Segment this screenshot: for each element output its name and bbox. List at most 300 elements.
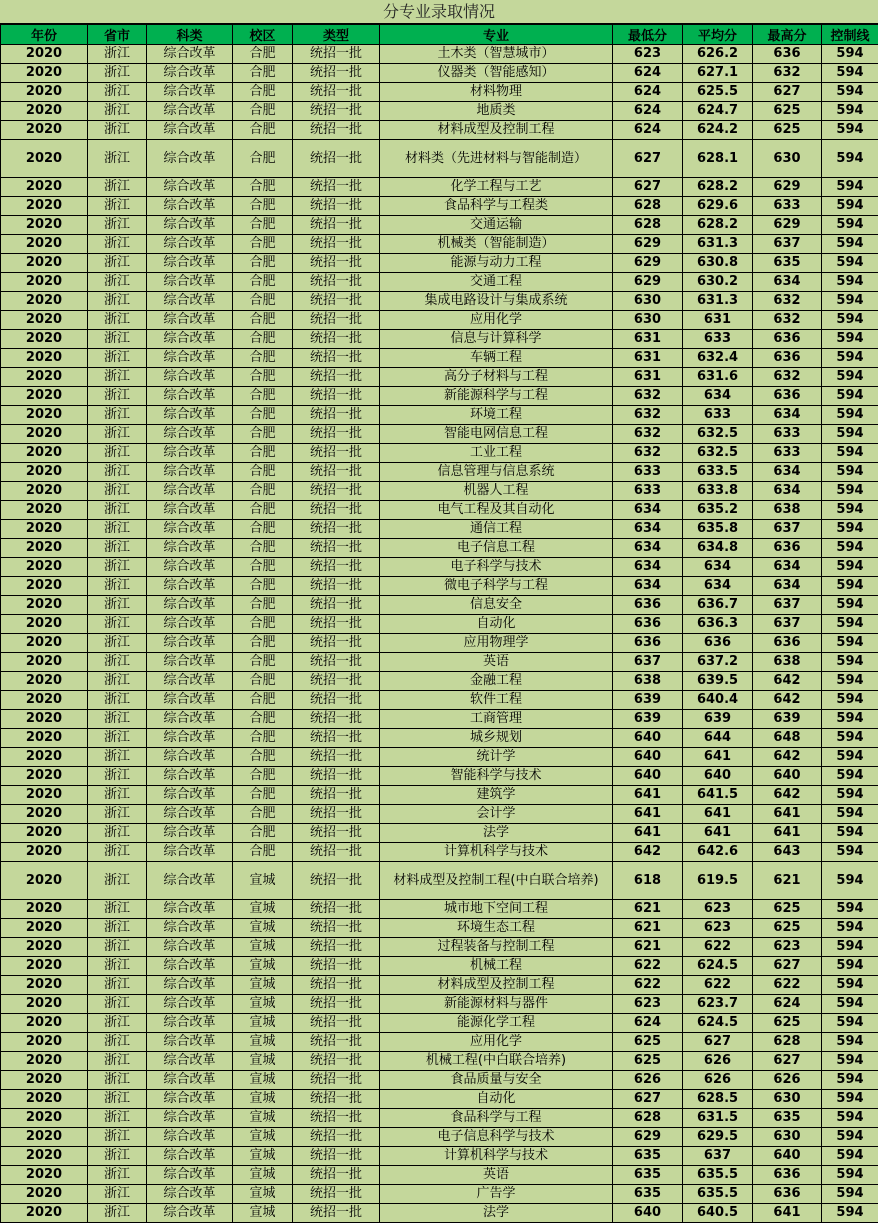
cell-control-line: 594 [822, 501, 878, 520]
cell-min-score: 627 [613, 140, 683, 178]
cell-type: 统招一批 [293, 748, 380, 767]
cell-major: 环境工程 [380, 406, 613, 425]
cell-major: 智能科学与技术 [380, 767, 613, 786]
cell-campus: 宣城 [233, 1109, 293, 1128]
cell-min-score: 622 [613, 976, 683, 995]
cell-control-line: 594 [822, 805, 878, 824]
cell-campus: 合肥 [233, 577, 293, 596]
cell-type: 统招一批 [293, 1071, 380, 1090]
cell-year: 2020 [1, 748, 88, 767]
cell-avg-score: 630.2 [683, 273, 753, 292]
cell-category: 综合改革 [147, 83, 233, 102]
cell-max-score: 629 [753, 216, 822, 235]
cell-control-line: 594 [822, 178, 878, 197]
cell-province: 浙江 [88, 368, 147, 387]
cell-category: 综合改革 [147, 1147, 233, 1166]
cell-category: 综合改革 [147, 406, 233, 425]
cell-year: 2020 [1, 900, 88, 919]
cell-province: 浙江 [88, 311, 147, 330]
cell-max-score: 638 [753, 653, 822, 672]
cell-category: 综合改革 [147, 729, 233, 748]
cell-campus: 合肥 [233, 710, 293, 729]
cell-avg-score: 635.8 [683, 520, 753, 539]
cell-category: 综合改革 [147, 1014, 233, 1033]
column-header-year: 年份 [1, 25, 88, 45]
cell-campus: 合肥 [233, 843, 293, 862]
cell-major: 信息与计算科学 [380, 330, 613, 349]
cell-category: 综合改革 [147, 862, 233, 900]
cell-avg-score: 623 [683, 900, 753, 919]
cell-control-line: 594 [822, 121, 878, 140]
cell-province: 浙江 [88, 520, 147, 539]
cell-avg-score: 641 [683, 805, 753, 824]
cell-province: 浙江 [88, 653, 147, 672]
cell-campus: 宣城 [233, 1014, 293, 1033]
cell-province: 浙江 [88, 957, 147, 976]
cell-province: 浙江 [88, 1166, 147, 1185]
cell-year: 2020 [1, 121, 88, 140]
cell-control-line: 594 [822, 235, 878, 254]
cell-avg-score: 626 [683, 1071, 753, 1090]
cell-type: 统招一批 [293, 1166, 380, 1185]
cell-year: 2020 [1, 558, 88, 577]
cell-type: 统招一批 [293, 710, 380, 729]
cell-year: 2020 [1, 824, 88, 843]
cell-major: 高分子材料与工程 [380, 368, 613, 387]
cell-avg-score: 630.8 [683, 254, 753, 273]
cell-control-line: 594 [822, 254, 878, 273]
table-row [1, 691, 878, 710]
cell-category: 综合改革 [147, 273, 233, 292]
cell-type: 统招一批 [293, 577, 380, 596]
cell-control-line: 594 [822, 900, 878, 919]
cell-category: 综合改革 [147, 463, 233, 482]
cell-province: 浙江 [88, 197, 147, 216]
cell-campus: 合肥 [233, 140, 293, 178]
cell-type: 统招一批 [293, 425, 380, 444]
cell-max-score: 634 [753, 482, 822, 501]
cell-control-line: 594 [822, 1166, 878, 1185]
cell-category: 综合改革 [147, 520, 233, 539]
cell-province: 浙江 [88, 862, 147, 900]
cell-year: 2020 [1, 1071, 88, 1090]
cell-avg-score: 641.5 [683, 786, 753, 805]
cell-year: 2020 [1, 919, 88, 938]
cell-control-line: 594 [822, 729, 878, 748]
table-row [1, 957, 878, 976]
cell-min-score: 630 [613, 292, 683, 311]
cell-min-score: 621 [613, 938, 683, 957]
cell-year: 2020 [1, 444, 88, 463]
cell-max-score: 635 [753, 254, 822, 273]
cell-major: 工商管理 [380, 710, 613, 729]
cell-province: 浙江 [88, 1128, 147, 1147]
cell-min-score: 631 [613, 368, 683, 387]
cell-control-line: 594 [822, 482, 878, 501]
cell-type: 统招一批 [293, 596, 380, 615]
cell-province: 浙江 [88, 558, 147, 577]
cell-province: 浙江 [88, 1185, 147, 1204]
cell-max-score: 630 [753, 140, 822, 178]
cell-avg-score: 641 [683, 748, 753, 767]
cell-year: 2020 [1, 83, 88, 102]
cell-max-score: 627 [753, 1052, 822, 1071]
cell-max-score: 636 [753, 330, 822, 349]
cell-min-score: 621 [613, 900, 683, 919]
cell-major: 城乡规划 [380, 729, 613, 748]
cell-min-score: 627 [613, 178, 683, 197]
cell-type: 统招一批 [293, 1052, 380, 1071]
cell-max-score: 625 [753, 900, 822, 919]
cell-major: 微电子科学与工程 [380, 577, 613, 596]
cell-category: 综合改革 [147, 235, 233, 254]
cell-control-line: 594 [822, 1052, 878, 1071]
cell-avg-score: 624.5 [683, 1014, 753, 1033]
cell-min-score: 639 [613, 710, 683, 729]
cell-type: 统招一批 [293, 691, 380, 710]
cell-max-score: 632 [753, 368, 822, 387]
cell-category: 综合改革 [147, 1090, 233, 1109]
cell-campus: 合肥 [233, 216, 293, 235]
cell-category: 综合改革 [147, 1071, 233, 1090]
cell-avg-score: 635.2 [683, 501, 753, 520]
cell-max-score: 621 [753, 862, 822, 900]
table-row [1, 976, 878, 995]
cell-major: 通信工程 [380, 520, 613, 539]
cell-max-score: 625 [753, 1014, 822, 1033]
cell-major: 应用物理学 [380, 634, 613, 653]
cell-max-score: 643 [753, 843, 822, 862]
cell-province: 浙江 [88, 672, 147, 691]
cell-control-line: 594 [822, 216, 878, 235]
cell-control-line: 594 [822, 672, 878, 691]
cell-category: 综合改革 [147, 900, 233, 919]
cell-year: 2020 [1, 786, 88, 805]
cell-province: 浙江 [88, 900, 147, 919]
cell-major: 环境生态工程 [380, 919, 613, 938]
cell-campus: 宣城 [233, 995, 293, 1014]
cell-province: 浙江 [88, 1014, 147, 1033]
cell-province: 浙江 [88, 64, 147, 83]
cell-province: 浙江 [88, 995, 147, 1014]
table-row [1, 425, 878, 444]
cell-campus: 宣城 [233, 1204, 293, 1223]
cell-campus: 合肥 [233, 748, 293, 767]
column-header-province: 省市 [88, 25, 147, 45]
cell-min-score: 635 [613, 1185, 683, 1204]
table-row [1, 653, 878, 672]
cell-campus: 合肥 [233, 330, 293, 349]
cell-avg-score: 622 [683, 976, 753, 995]
cell-campus: 宣城 [233, 862, 293, 900]
cell-min-score: 627 [613, 1090, 683, 1109]
cell-control-line: 594 [822, 387, 878, 406]
cell-province: 浙江 [88, 1090, 147, 1109]
cell-year: 2020 [1, 520, 88, 539]
cell-max-score: 634 [753, 406, 822, 425]
cell-min-score: 636 [613, 634, 683, 653]
cell-year: 2020 [1, 710, 88, 729]
cell-type: 统招一批 [293, 520, 380, 539]
cell-type: 统招一批 [293, 976, 380, 995]
cell-min-score: 618 [613, 862, 683, 900]
cell-type: 统招一批 [293, 539, 380, 558]
table-row [1, 463, 878, 482]
cell-type: 统招一批 [293, 957, 380, 976]
cell-campus: 宣城 [233, 976, 293, 995]
cell-category: 综合改革 [147, 748, 233, 767]
cell-type: 统招一批 [293, 311, 380, 330]
cell-type: 统招一批 [293, 919, 380, 938]
cell-control-line: 594 [822, 1204, 878, 1223]
table-row [1, 102, 878, 121]
cell-avg-score: 637 [683, 1147, 753, 1166]
cell-min-score: 629 [613, 273, 683, 292]
cell-major: 材料成型及控制工程 [380, 976, 613, 995]
cell-min-score: 635 [613, 1166, 683, 1185]
cell-control-line: 594 [822, 843, 878, 862]
cell-control-line: 594 [822, 558, 878, 577]
cell-max-score: 642 [753, 691, 822, 710]
cell-max-score: 634 [753, 273, 822, 292]
cell-category: 综合改革 [147, 1185, 233, 1204]
cell-min-score: 638 [613, 672, 683, 691]
cell-category: 综合改革 [147, 539, 233, 558]
cell-avg-score: 631.5 [683, 1109, 753, 1128]
cell-min-score: 634 [613, 520, 683, 539]
cell-year: 2020 [1, 1185, 88, 1204]
cell-major: 电气工程及其自动化 [380, 501, 613, 520]
cell-category: 综合改革 [147, 824, 233, 843]
column-header-min-score: 最低分 [613, 25, 683, 45]
cell-year: 2020 [1, 634, 88, 653]
cell-control-line: 594 [822, 976, 878, 995]
cell-max-score: 633 [753, 425, 822, 444]
cell-province: 浙江 [88, 83, 147, 102]
cell-campus: 合肥 [233, 292, 293, 311]
cell-campus: 合肥 [233, 767, 293, 786]
cell-province: 浙江 [88, 273, 147, 292]
cell-province: 浙江 [88, 235, 147, 254]
cell-category: 综合改革 [147, 387, 233, 406]
cell-min-score: 634 [613, 558, 683, 577]
cell-avg-score: 628.2 [683, 178, 753, 197]
cell-min-score: 626 [613, 1071, 683, 1090]
cell-control-line: 594 [822, 520, 878, 539]
cell-campus: 合肥 [233, 45, 293, 64]
table-row [1, 1204, 878, 1223]
cell-max-score: 630 [753, 1090, 822, 1109]
cell-avg-score: 631 [683, 311, 753, 330]
cell-major: 应用化学 [380, 311, 613, 330]
cell-category: 综合改革 [147, 64, 233, 83]
cell-year: 2020 [1, 805, 88, 824]
cell-type: 统招一批 [293, 1185, 380, 1204]
cell-major: 电子信息工程 [380, 539, 613, 558]
cell-major: 车辆工程 [380, 349, 613, 368]
cell-category: 综合改革 [147, 805, 233, 824]
cell-max-score: 625 [753, 919, 822, 938]
cell-campus: 宣城 [233, 919, 293, 938]
cell-control-line: 594 [822, 368, 878, 387]
cell-max-score: 633 [753, 197, 822, 216]
cell-campus: 合肥 [233, 596, 293, 615]
cell-province: 浙江 [88, 330, 147, 349]
cell-control-line: 594 [822, 197, 878, 216]
cell-year: 2020 [1, 330, 88, 349]
cell-min-score: 641 [613, 824, 683, 843]
cell-province: 浙江 [88, 786, 147, 805]
cell-year: 2020 [1, 254, 88, 273]
cell-year: 2020 [1, 672, 88, 691]
cell-type: 统招一批 [293, 45, 380, 64]
table-row [1, 938, 878, 957]
cell-type: 统招一批 [293, 444, 380, 463]
cell-year: 2020 [1, 577, 88, 596]
cell-min-score: 624 [613, 83, 683, 102]
cell-category: 综合改革 [147, 786, 233, 805]
cell-year: 2020 [1, 45, 88, 64]
cell-province: 浙江 [88, 1204, 147, 1223]
cell-year: 2020 [1, 862, 88, 900]
cell-avg-score: 635.5 [683, 1185, 753, 1204]
cell-province: 浙江 [88, 691, 147, 710]
cell-category: 综合改革 [147, 558, 233, 577]
cell-max-score: 637 [753, 520, 822, 539]
cell-min-score: 640 [613, 1204, 683, 1223]
cell-control-line: 594 [822, 995, 878, 1014]
table-row [1, 786, 878, 805]
cell-major: 机械工程(中白联合培养) [380, 1052, 613, 1071]
cell-type: 统招一批 [293, 368, 380, 387]
cell-category: 综合改革 [147, 45, 233, 64]
table-row [1, 843, 878, 862]
cell-max-score: 632 [753, 64, 822, 83]
cell-min-score: 625 [613, 1033, 683, 1052]
cell-campus: 合肥 [233, 406, 293, 425]
cell-category: 综合改革 [147, 216, 233, 235]
cell-type: 统招一批 [293, 900, 380, 919]
cell-avg-score: 632.5 [683, 444, 753, 463]
cell-min-score: 629 [613, 254, 683, 273]
cell-avg-score: 622 [683, 938, 753, 957]
cell-control-line: 594 [822, 691, 878, 710]
cell-major: 机械工程 [380, 957, 613, 976]
table-row [1, 444, 878, 463]
table-row [1, 634, 878, 653]
cell-campus: 合肥 [233, 197, 293, 216]
cell-avg-score: 625.5 [683, 83, 753, 102]
cell-max-score: 634 [753, 577, 822, 596]
cell-avg-score: 623.7 [683, 995, 753, 1014]
cell-major: 交通运输 [380, 216, 613, 235]
cell-type: 统招一批 [293, 121, 380, 140]
cell-province: 浙江 [88, 482, 147, 501]
cell-campus: 合肥 [233, 64, 293, 83]
cell-min-score: 621 [613, 919, 683, 938]
cell-major: 材料物理 [380, 83, 613, 102]
table-row [1, 767, 878, 786]
cell-category: 综合改革 [147, 1052, 233, 1071]
cell-province: 浙江 [88, 121, 147, 140]
cell-major: 食品科学与工程 [380, 1109, 613, 1128]
cell-campus: 合肥 [233, 615, 293, 634]
cell-control-line: 594 [822, 634, 878, 653]
cell-min-score: 636 [613, 596, 683, 615]
cell-max-score: 636 [753, 349, 822, 368]
cell-type: 统招一批 [293, 653, 380, 672]
cell-province: 浙江 [88, 254, 147, 273]
cell-province: 浙江 [88, 387, 147, 406]
admission-table [0, 24, 878, 1223]
table-row [1, 45, 878, 64]
cell-major: 材料成型及控制工程 [380, 121, 613, 140]
cell-control-line: 594 [822, 539, 878, 558]
cell-year: 2020 [1, 273, 88, 292]
cell-max-score: 624 [753, 995, 822, 1014]
cell-campus: 合肥 [233, 311, 293, 330]
cell-control-line: 594 [822, 1033, 878, 1052]
cell-avg-score: 636.7 [683, 596, 753, 615]
cell-campus: 宣城 [233, 1128, 293, 1147]
cell-year: 2020 [1, 1166, 88, 1185]
table-row [1, 615, 878, 634]
cell-province: 浙江 [88, 1147, 147, 1166]
cell-major: 法学 [380, 1204, 613, 1223]
table-row [1, 83, 878, 102]
cell-max-score: 632 [753, 311, 822, 330]
cell-max-score: 627 [753, 957, 822, 976]
cell-year: 2020 [1, 615, 88, 634]
cell-major: 材料类（先进材料与智能制造） [380, 140, 613, 178]
table-row [1, 748, 878, 767]
cell-category: 综合改革 [147, 957, 233, 976]
cell-province: 浙江 [88, 406, 147, 425]
cell-control-line: 594 [822, 1128, 878, 1147]
cell-avg-score: 632.4 [683, 349, 753, 368]
cell-avg-score: 634 [683, 577, 753, 596]
cell-category: 综合改革 [147, 444, 233, 463]
cell-max-score: 625 [753, 121, 822, 140]
cell-max-score: 641 [753, 824, 822, 843]
cell-control-line: 594 [822, 406, 878, 425]
cell-category: 综合改革 [147, 767, 233, 786]
cell-control-line: 594 [822, 64, 878, 83]
cell-year: 2020 [1, 1147, 88, 1166]
table-row [1, 1128, 878, 1147]
cell-province: 浙江 [88, 1071, 147, 1090]
cell-type: 统招一批 [293, 140, 380, 178]
cell-province: 浙江 [88, 1109, 147, 1128]
cell-max-score: 641 [753, 1204, 822, 1223]
cell-category: 综合改革 [147, 501, 233, 520]
cell-campus: 合肥 [233, 539, 293, 558]
cell-control-line: 594 [822, 83, 878, 102]
cell-control-line: 594 [822, 463, 878, 482]
cell-type: 统招一批 [293, 273, 380, 292]
cell-type: 统招一批 [293, 767, 380, 786]
cell-major: 建筑学 [380, 786, 613, 805]
cell-min-score: 635 [613, 1147, 683, 1166]
cell-year: 2020 [1, 539, 88, 558]
cell-min-score: 624 [613, 102, 683, 121]
cell-campus: 合肥 [233, 121, 293, 140]
cell-major: 电子科学与技术 [380, 558, 613, 577]
cell-category: 综合改革 [147, 178, 233, 197]
cell-type: 统招一批 [293, 995, 380, 1014]
cell-major: 集成电路设计与集成系统 [380, 292, 613, 311]
page-title: 分专业录取情况 [0, 0, 878, 24]
